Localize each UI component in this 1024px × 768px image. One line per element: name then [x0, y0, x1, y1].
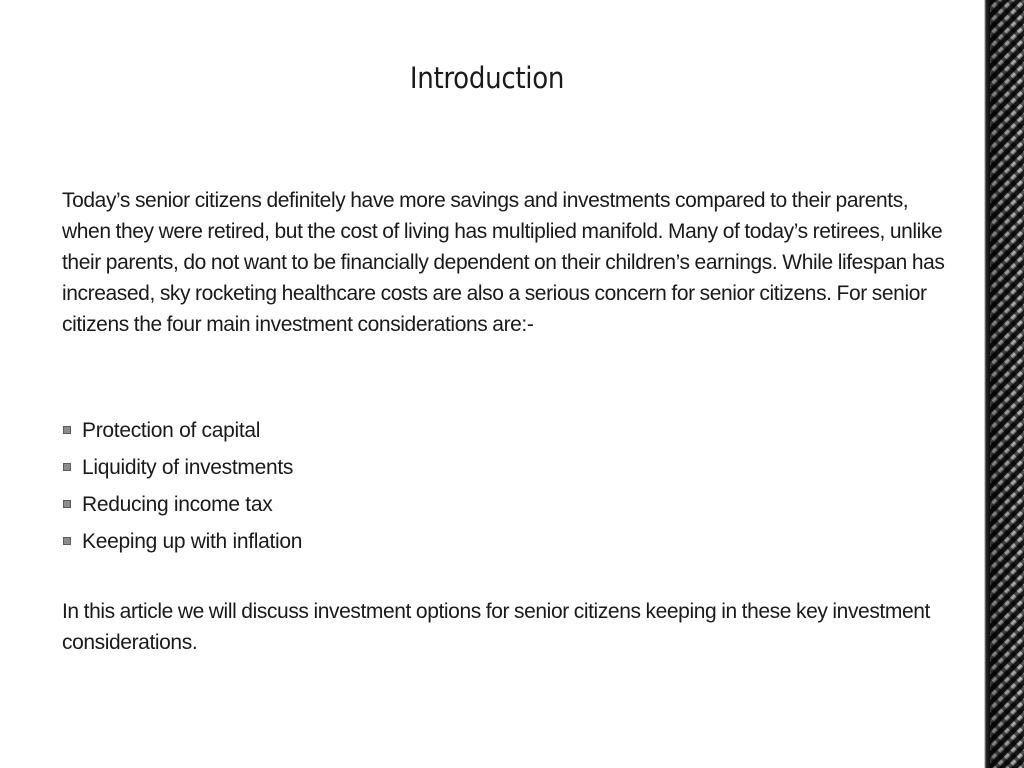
- list-item-label: Protection of capital: [82, 419, 261, 442]
- square-bullet-icon: [63, 500, 71, 508]
- bullet-list: [62, 412, 302, 560]
- list-item-label: Liquidity of investments: [82, 456, 294, 479]
- square-bullet-icon: [63, 463, 71, 471]
- square-bullet-icon: [63, 537, 71, 545]
- intro-paragraph: Today’s senior citizens definitely have more savings and investments compared to their parents, when they were retired, but the cost of living has multiplied manifold. Many of today’s retirees, unlike their parents, do not want to be financially dependent on their children’s earnings. While lifespan has increased, sky rocketing healthcare costs are also a serious concern for senior citizens. For senior citizens the four main investment considerations are:-: [62, 189, 945, 336]
- square-bullet-icon: [63, 426, 71, 434]
- list-item: [62, 449, 302, 486]
- slide-title: Introduction: [409, 61, 565, 95]
- list-item: [62, 523, 302, 560]
- list-item-label: Keeping up with inflation: [82, 530, 303, 553]
- list-item-label: Reducing income tax: [82, 493, 273, 516]
- list-item: [62, 486, 302, 523]
- decorative-side-stripe: [978, 0, 1024, 768]
- list-item: [62, 412, 302, 449]
- closing-paragraph: In this article we will discuss investment options for senior citizens keeping in these key investment considerations.: [62, 600, 930, 654]
